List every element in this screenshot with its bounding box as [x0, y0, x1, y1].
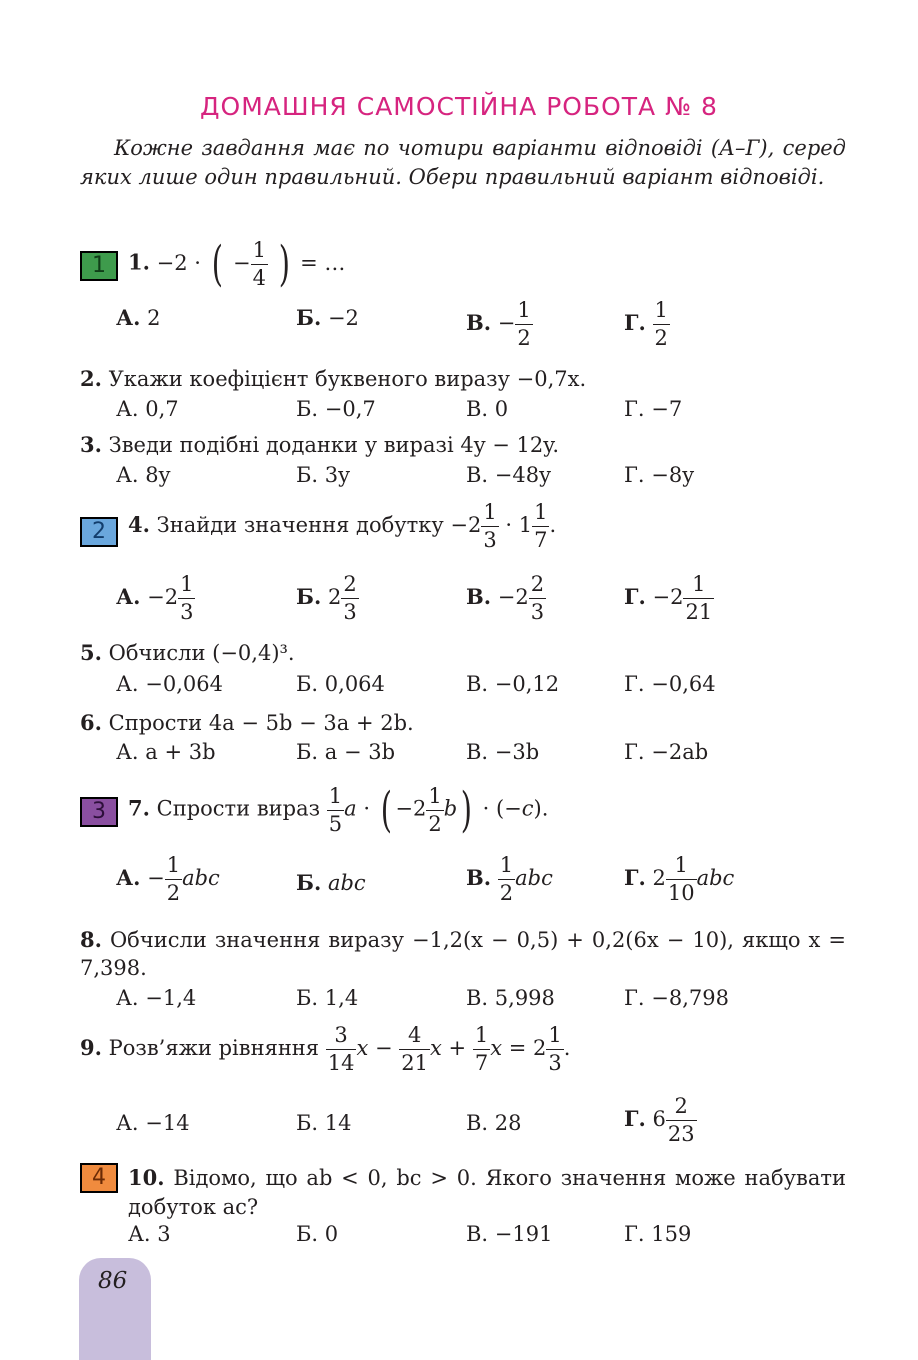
task-4: 4. Знайди значення добутку −2 $\frac{1}{3}$ · 1 $\frac{1}{7}$ . — [128, 500, 557, 552]
task-4-option-b: Б. 2 $\frac{2}{3}$ — [296, 572, 357, 624]
task-6: 6. Спрости 4a − 5b − 3a + 2b. — [80, 710, 414, 735]
task-2-option-d: Г. −7 — [624, 397, 683, 421]
task-number: 1. — [128, 249, 150, 275]
level-badge-2: 2 — [80, 517, 118, 547]
task-1-expression: −2 · ( − $\frac{1}{4}$ ) = … — [156, 236, 346, 292]
task-4-option-d: Г. −2 $\frac{1}{21}$ — [624, 572, 713, 624]
level-badge-1: 1 — [80, 251, 118, 281]
task-2-option-b: Б. −0,7 — [296, 397, 376, 421]
task-8: 8. Обчисли значення виразу −1,2(x − 0,5) + 0,2(6x − 10), якщо x = 7,398. — [80, 927, 846, 980]
task-8-option-d: Г. −8,798 — [624, 986, 729, 1010]
task-3-option-a: А. 8y — [116, 463, 171, 487]
task-5-option-a: А. −0,064 — [116, 672, 223, 696]
task-5-option-d: Г. −0,64 — [624, 672, 716, 696]
task-4-option-a: А. −2 $\frac{1}{3}$ — [116, 572, 194, 624]
task-1-option-c: В. − $\frac{1}{2}$ — [466, 298, 531, 350]
task-7-option-d: Г. 2 $\frac{1}{10}$ abc — [624, 853, 735, 905]
task-2-option-a: А. 0,7 — [116, 397, 179, 421]
task-9-option-c: В. 28 — [466, 1111, 522, 1135]
task-5-option-c: В. −0,12 — [466, 672, 560, 696]
task-6-option-b: Б. a − 3b — [296, 740, 396, 764]
level-badge-3: 3 — [80, 797, 118, 827]
task-7-option-b: Б. abc — [296, 870, 366, 895]
task-10: 10. Відомо, що ab < 0, bc > 0. Якого значення може набувати добуток ac? — [128, 1165, 846, 1219]
task-7-option-a: А. − $\frac{1}{2}$ abc — [116, 853, 220, 905]
task-7: 7. Спрости вираз $\frac{1}{5}$ a · ( −2 $\frac{1}{2}$ b) · (−c). — [128, 782, 549, 838]
task-9-option-b: Б. 14 — [296, 1111, 352, 1135]
task-10-option-a: А. 3 — [128, 1222, 171, 1246]
task-1-option-d: Г. $\frac{1}{2}$ — [624, 298, 668, 350]
task-3-option-d: Г. −8y — [624, 463, 695, 487]
task-8-option-a: А. −1,4 — [116, 986, 197, 1010]
task-3-option-b: Б. 3y — [296, 463, 351, 487]
instructions: Кожне завдання має по чотири варіанти відповіді (А–Г), серед яких лише один правильний. Обери правильний варіант відповіді. — [80, 136, 846, 189]
task-1-option-b: Б. −2 — [296, 305, 359, 330]
task-1-option-a: А. 2 — [116, 305, 161, 330]
task-9-option-d: Г. 6 $\frac{2}{23}$ — [624, 1094, 695, 1146]
task-2-option-c: В. 0 — [466, 397, 509, 421]
task-5: 5. Обчисли (−0,4)³. — [80, 640, 295, 665]
task-8-option-c: В. 5,998 — [466, 986, 555, 1010]
task-6-option-d: Г. −2ab — [624, 740, 709, 764]
page-title: ДОМАШНЯ САМОСТІЙНА РОБОТА № 8 — [200, 92, 718, 121]
task-9-option-a: А. −14 — [116, 1111, 190, 1135]
level-badge-4: 4 — [80, 1163, 118, 1193]
task-7-option-c: В. $\frac{1}{2}$ abc — [466, 853, 553, 905]
task-10-option-b: Б. 0 — [296, 1222, 339, 1246]
task-1 — [128, 236, 898, 292]
task-4-option-c: В. −2 $\frac{2}{3}$ — [466, 572, 545, 624]
task-3: 3. Зведи подібні доданки у виразі 4y − 12y. — [80, 432, 559, 457]
task-2: 2. Укажи коефіцієнт буквеного виразу −0,7x. — [80, 366, 587, 391]
task-9: 9. Розв’яжи рівняння $\frac{3}{14}$ x − $\frac{4}{21}$ x + $\frac{1}{7}$ x = 2 $\frac{1}{3}$ . — [80, 1023, 571, 1075]
task-10-option-c: В. −191 — [466, 1222, 553, 1246]
task-6-option-a: А. a + 3b — [116, 740, 216, 764]
task-10-option-d: Г. 159 — [624, 1222, 692, 1246]
task-5-option-b: Б. 0,064 — [296, 672, 385, 696]
task-6-option-c: В. −3b — [466, 740, 540, 764]
task-8-option-b: Б. 1,4 — [296, 986, 359, 1010]
task-3-option-c: В. −48y — [466, 463, 551, 487]
page-number: 86 — [98, 1268, 128, 1294]
